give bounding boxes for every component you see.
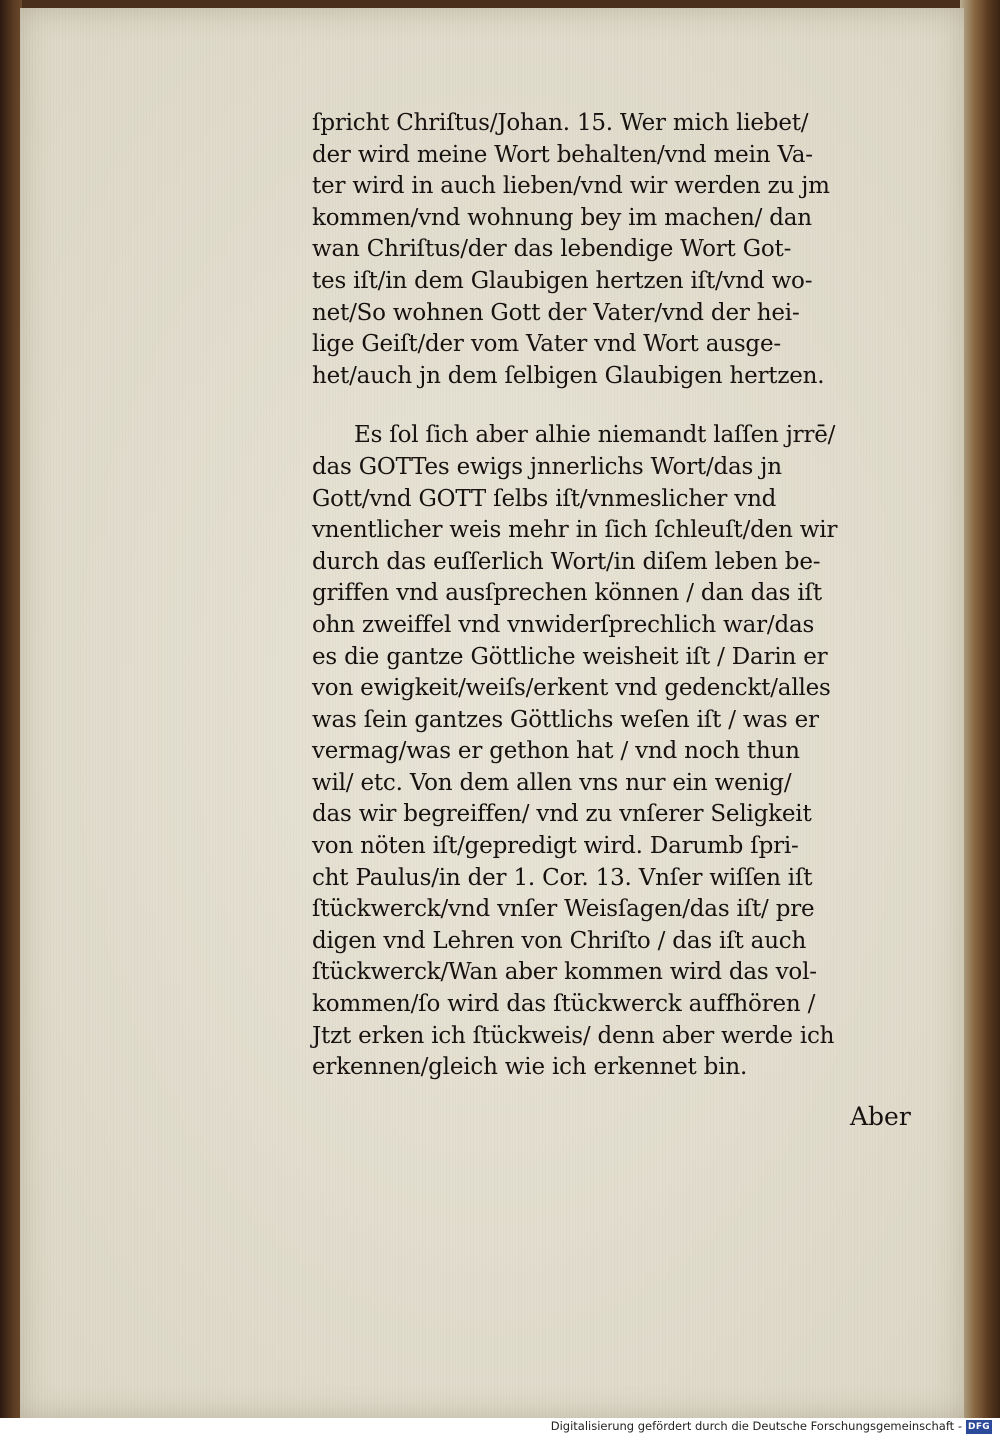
text-line: het/auch jn dem ſelbigen Glaubigen hertzen. <box>312 362 825 389</box>
text-line: tes iſt/in dem Glaubigen hertzen iſt/vnd wo- <box>312 267 813 294</box>
funding-credit: Digitalisierung gefördert durch die Deutsche Forschungsgemeinschaft - <box>550 1419 962 1433</box>
text-line: durch das euſſerlich Wort/in diſem leben be- <box>312 548 821 575</box>
paragraph-gap <box>312 392 924 420</box>
text-line: ſtückwerck/vnd vnſer Weisſagen/das iſt/ pre <box>312 896 815 923</box>
page-edge-shadow <box>960 0 1000 1418</box>
text-line: vermag/was er gethon hat / vnd noch thun <box>312 738 800 765</box>
text-line: es die gantze Göttliche weisheit iſt / Darin er <box>312 643 828 670</box>
book-binding-edge <box>0 0 22 1418</box>
text-line: vnentlicher weis mehr in ſich ſchleuſt/den wir <box>312 517 838 544</box>
text-line: net/So wohnen Gott der Vater/vnd der hei- <box>312 299 800 326</box>
text-line: ſtückwerck/Wan aber kommen wird das vol- <box>312 959 817 986</box>
text-line: kommen/vnd wohnung bey im machen/ dan <box>312 204 812 231</box>
text-line: ſpricht Chriſtus/Johan. 15. Wer mich liebet/ <box>312 110 809 136</box>
text-line: lige Geiſt/der vom Vater vnd Wort ausge- <box>312 331 781 358</box>
text-line: Gott/vnd GOTT ſelbs iſt/vnmeslicher vnd <box>312 485 777 512</box>
text-line: digen vnd Lehren von Chriſto / das iſt auch <box>312 927 807 954</box>
text-line: ohn zweiffel vnd vnwiderſprechlich war/das <box>312 611 815 638</box>
text-line: das wir begreiffen/ vnd zu vnſerer Seligkeit <box>312 801 812 828</box>
text-line: erkennen/gleich wie ich erkennet bin. <box>312 1054 748 1081</box>
paragraph-2 <box>312 420 924 1083</box>
dfg-logo-icon[interactable]: DFG <box>966 1420 992 1434</box>
paragraph-1 <box>312 108 924 392</box>
text-line: wil/ etc. Von dem allen vns nur ein wenig/ <box>312 769 792 796</box>
text-line: das GOTTes ewigs jnnerlichs Wort/das jn <box>312 453 782 480</box>
text-line: kommen/ſo wird das ſtückwerck auffhören / <box>312 991 816 1018</box>
body-text <box>312 108 924 1084</box>
text-line: was ſein gantzes Göttlichs weſen iſt / was er <box>312 706 819 733</box>
text-line: cht Paulus/in der 1. Cor. 13. Vnſer wiſſen iſt <box>312 864 813 891</box>
text-line: Es ſol ſich aber alhie niemandt laſſen jrrē/ <box>354 422 836 449</box>
text-line: von ewigkeit/weiſs/erkent vnd gedenckt/alles <box>312 675 831 702</box>
text-line: griffen vnd ausſprechen können / dan das iſt <box>312 580 822 607</box>
text-line: der wird meine Wort behalten/vnd mein Va- <box>312 141 813 168</box>
text-line: wan Chriſtus/der das lebendige Wort Got- <box>312 236 792 263</box>
footer-bar <box>0 1418 1000 1437</box>
text-line: Jtzt erken ich ſtückweis/ denn aber werde ich <box>312 1022 835 1049</box>
text-line: ter wird in auch lieben/vnd wir werden zu jm <box>312 173 830 200</box>
catchword: Aber <box>850 1102 911 1131</box>
text-line: von nöten iſt/gepredigt wird. Darumb ſpri- <box>312 833 799 860</box>
